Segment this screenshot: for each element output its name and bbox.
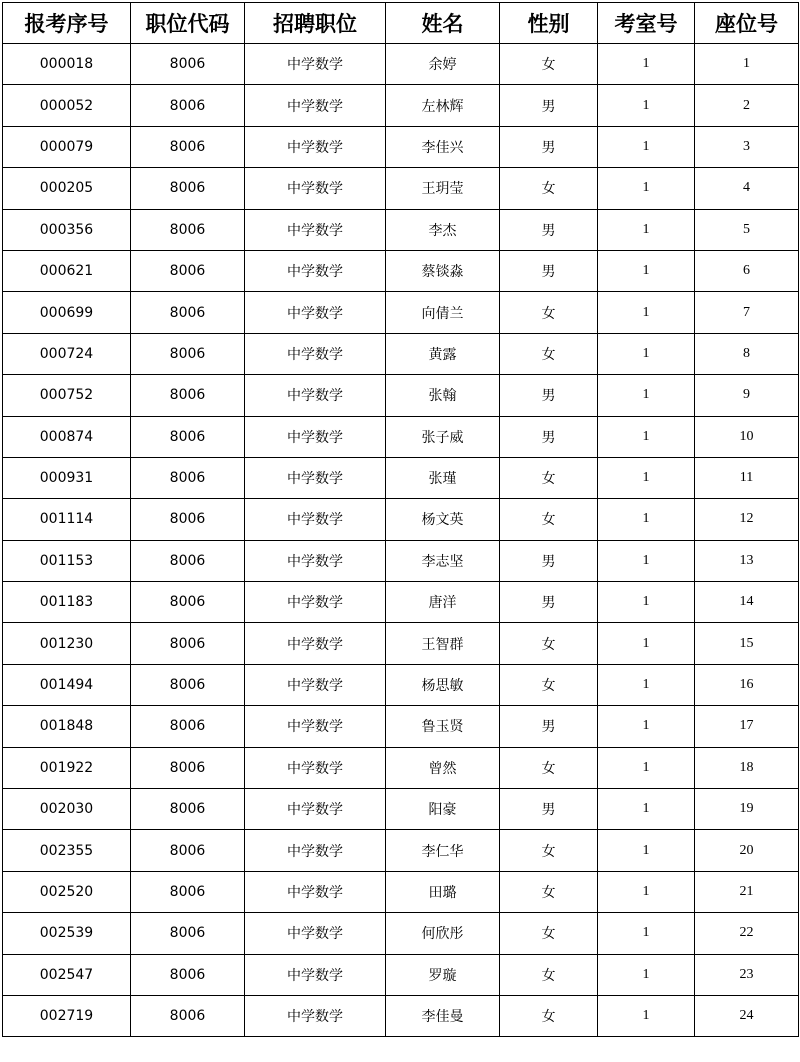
table-row — [3, 499, 799, 540]
room-no-cell: 1 — [598, 375, 695, 416]
position-code-cell: 8006 — [131, 333, 245, 374]
room-no-cell: 1 — [598, 913, 695, 954]
seat-no-cell: 3 — [695, 126, 799, 167]
name-cell: 李仁华 — [386, 830, 500, 871]
seat-no-cell: 10 — [695, 416, 799, 457]
position-title-cell: 中学数学 — [245, 375, 386, 416]
position-code-cell: 8006 — [131, 995, 245, 1036]
position-code-cell: 8006 — [131, 44, 245, 85]
seat-no-cell: 8 — [695, 333, 799, 374]
table-body — [3, 44, 799, 1037]
registration-no-cell: 002355 — [3, 830, 131, 871]
gender-cell: 女 — [500, 168, 598, 209]
position-title-cell: 中学数学 — [245, 416, 386, 457]
registration-no-cell: 000931 — [3, 457, 131, 498]
name-cell: 余婷 — [386, 44, 500, 85]
room-no-cell: 1 — [598, 292, 695, 333]
position-code-cell: 8006 — [131, 871, 245, 912]
gender-cell: 女 — [500, 457, 598, 498]
position-code-cell: 8006 — [131, 913, 245, 954]
name-cell: 蔡锬淼 — [386, 250, 500, 291]
position-title-cell: 中学数学 — [245, 540, 386, 581]
table-row — [3, 126, 799, 167]
name-cell: 杨思敏 — [386, 664, 500, 705]
name-cell: 曾然 — [386, 747, 500, 788]
table-row — [3, 375, 799, 416]
registration-no-cell: 001494 — [3, 664, 131, 705]
registration-no-cell: 002539 — [3, 913, 131, 954]
header-name: 姓名 — [386, 3, 500, 44]
position-title-cell: 中学数学 — [245, 333, 386, 374]
room-no-cell: 1 — [598, 250, 695, 291]
position-code-cell: 8006 — [131, 416, 245, 457]
name-cell: 张瑾 — [386, 457, 500, 498]
room-no-cell: 1 — [598, 954, 695, 995]
seat-no-cell: 2 — [695, 85, 799, 126]
gender-cell: 男 — [500, 209, 598, 250]
room-no-cell: 1 — [598, 747, 695, 788]
registration-no-cell: 000874 — [3, 416, 131, 457]
table-row — [3, 457, 799, 498]
room-no-cell: 1 — [598, 664, 695, 705]
position-code-cell: 8006 — [131, 209, 245, 250]
registration-no-cell: 001153 — [3, 540, 131, 581]
registration-no-cell: 000052 — [3, 85, 131, 126]
gender-cell: 男 — [500, 540, 598, 581]
table-row — [3, 706, 799, 747]
position-title-cell: 中学数学 — [245, 871, 386, 912]
gender-cell: 男 — [500, 85, 598, 126]
position-code-cell: 8006 — [131, 789, 245, 830]
position-code-cell: 8006 — [131, 292, 245, 333]
registration-no-cell: 002719 — [3, 995, 131, 1036]
table-row — [3, 913, 799, 954]
name-cell: 左林辉 — [386, 85, 500, 126]
gender-cell: 女 — [500, 499, 598, 540]
seat-no-cell: 14 — [695, 582, 799, 623]
name-cell: 黄露 — [386, 333, 500, 374]
name-cell: 李佳兴 — [386, 126, 500, 167]
table-row — [3, 830, 799, 871]
registration-no-cell: 000079 — [3, 126, 131, 167]
table-row — [3, 250, 799, 291]
gender-cell: 男 — [500, 375, 598, 416]
seat-no-cell: 9 — [695, 375, 799, 416]
registration-no-cell: 002547 — [3, 954, 131, 995]
table-row — [3, 995, 799, 1036]
seat-no-cell: 5 — [695, 209, 799, 250]
position-code-cell: 8006 — [131, 540, 245, 581]
gender-cell: 男 — [500, 789, 598, 830]
seat-no-cell: 24 — [695, 995, 799, 1036]
room-no-cell: 1 — [598, 706, 695, 747]
table-header — [3, 3, 799, 44]
name-cell: 张翰 — [386, 375, 500, 416]
header-seat-no: 座位号 — [695, 3, 799, 44]
seat-no-cell: 4 — [695, 168, 799, 209]
position-code-cell: 8006 — [131, 499, 245, 540]
name-cell: 王玥莹 — [386, 168, 500, 209]
gender-cell: 女 — [500, 292, 598, 333]
position-code-cell: 8006 — [131, 954, 245, 995]
gender-cell: 男 — [500, 126, 598, 167]
position-title-cell: 中学数学 — [245, 664, 386, 705]
gender-cell: 男 — [500, 250, 598, 291]
position-code-cell: 8006 — [131, 85, 245, 126]
header-position-title: 招聘职位 — [245, 3, 386, 44]
header-row — [3, 3, 799, 44]
seat-no-cell: 19 — [695, 789, 799, 830]
name-cell: 向倩兰 — [386, 292, 500, 333]
table-row — [3, 85, 799, 126]
registration-no-cell: 001230 — [3, 623, 131, 664]
position-code-cell: 8006 — [131, 830, 245, 871]
table-row — [3, 747, 799, 788]
position-code-cell: 8006 — [131, 375, 245, 416]
table-row — [3, 954, 799, 995]
seat-no-cell: 16 — [695, 664, 799, 705]
room-no-cell: 1 — [598, 126, 695, 167]
name-cell: 李杰 — [386, 209, 500, 250]
seat-no-cell: 11 — [695, 457, 799, 498]
gender-cell: 男 — [500, 582, 598, 623]
header-registration-no: 报考序号 — [3, 3, 131, 44]
position-title-cell: 中学数学 — [245, 706, 386, 747]
gender-cell: 女 — [500, 995, 598, 1036]
position-code-cell: 8006 — [131, 582, 245, 623]
table-row — [3, 623, 799, 664]
seat-no-cell: 22 — [695, 913, 799, 954]
header-room-no: 考室号 — [598, 3, 695, 44]
position-title-cell: 中学数学 — [245, 995, 386, 1036]
room-no-cell: 1 — [598, 623, 695, 664]
position-title-cell: 中学数学 — [245, 85, 386, 126]
registration-no-cell: 002030 — [3, 789, 131, 830]
name-cell: 王智群 — [386, 623, 500, 664]
registration-no-cell: 000205 — [3, 168, 131, 209]
room-no-cell: 1 — [598, 44, 695, 85]
position-title-cell: 中学数学 — [245, 789, 386, 830]
gender-cell: 女 — [500, 664, 598, 705]
room-no-cell: 1 — [598, 168, 695, 209]
position-title-cell: 中学数学 — [245, 747, 386, 788]
registration-no-cell: 000752 — [3, 375, 131, 416]
header-gender: 性别 — [500, 3, 598, 44]
gender-cell: 女 — [500, 44, 598, 85]
room-no-cell: 1 — [598, 499, 695, 540]
name-cell: 何欣彤 — [386, 913, 500, 954]
name-cell: 李佳曼 — [386, 995, 500, 1036]
room-no-cell: 1 — [598, 871, 695, 912]
position-title-cell: 中学数学 — [245, 126, 386, 167]
table-row — [3, 582, 799, 623]
seat-no-cell: 6 — [695, 250, 799, 291]
table-row — [3, 292, 799, 333]
seat-no-cell: 1 — [695, 44, 799, 85]
registration-no-cell: 001183 — [3, 582, 131, 623]
seat-no-cell: 18 — [695, 747, 799, 788]
room-no-cell: 1 — [598, 209, 695, 250]
name-cell: 杨文英 — [386, 499, 500, 540]
position-title-cell: 中学数学 — [245, 44, 386, 85]
name-cell: 罗璇 — [386, 954, 500, 995]
name-cell: 阳豪 — [386, 789, 500, 830]
gender-cell: 男 — [500, 416, 598, 457]
position-code-cell: 8006 — [131, 168, 245, 209]
position-title-cell: 中学数学 — [245, 830, 386, 871]
position-title-cell: 中学数学 — [245, 954, 386, 995]
position-code-cell: 8006 — [131, 623, 245, 664]
registration-no-cell: 001922 — [3, 747, 131, 788]
room-no-cell: 1 — [598, 830, 695, 871]
position-title-cell: 中学数学 — [245, 209, 386, 250]
position-title-cell: 中学数学 — [245, 457, 386, 498]
name-cell: 张子威 — [386, 416, 500, 457]
room-no-cell: 1 — [598, 85, 695, 126]
table-row — [3, 44, 799, 85]
name-cell: 唐洋 — [386, 582, 500, 623]
registration-no-cell: 001114 — [3, 499, 131, 540]
name-cell: 李志坚 — [386, 540, 500, 581]
position-code-cell: 8006 — [131, 250, 245, 291]
room-no-cell: 1 — [598, 582, 695, 623]
room-no-cell: 1 — [598, 789, 695, 830]
table-row — [3, 416, 799, 457]
seat-no-cell: 20 — [695, 830, 799, 871]
room-no-cell: 1 — [598, 457, 695, 498]
gender-cell: 女 — [500, 954, 598, 995]
position-title-cell: 中学数学 — [245, 292, 386, 333]
gender-cell: 女 — [500, 623, 598, 664]
registration-no-cell: 000699 — [3, 292, 131, 333]
gender-cell: 女 — [500, 747, 598, 788]
table-row — [3, 664, 799, 705]
seat-no-cell: 17 — [695, 706, 799, 747]
seat-no-cell: 13 — [695, 540, 799, 581]
table-row — [3, 540, 799, 581]
name-cell: 田璐 — [386, 871, 500, 912]
position-code-cell: 8006 — [131, 747, 245, 788]
position-title-cell: 中学数学 — [245, 913, 386, 954]
table-row — [3, 168, 799, 209]
registration-no-cell: 000724 — [3, 333, 131, 374]
seat-no-cell: 7 — [695, 292, 799, 333]
registration-no-cell: 000621 — [3, 250, 131, 291]
seat-no-cell: 12 — [695, 499, 799, 540]
seat-no-cell: 23 — [695, 954, 799, 995]
gender-cell: 女 — [500, 333, 598, 374]
gender-cell: 女 — [500, 871, 598, 912]
name-cell: 鲁玉贤 — [386, 706, 500, 747]
seat-no-cell: 21 — [695, 871, 799, 912]
gender-cell: 女 — [500, 830, 598, 871]
room-no-cell: 1 — [598, 540, 695, 581]
position-code-cell: 8006 — [131, 706, 245, 747]
room-no-cell: 1 — [598, 333, 695, 374]
position-title-cell: 中学数学 — [245, 582, 386, 623]
registration-no-cell: 000356 — [3, 209, 131, 250]
table-row — [3, 209, 799, 250]
position-title-cell: 中学数学 — [245, 250, 386, 291]
registration-no-cell: 001848 — [3, 706, 131, 747]
position-title-cell: 中学数学 — [245, 499, 386, 540]
room-no-cell: 1 — [598, 995, 695, 1036]
table-row — [3, 871, 799, 912]
header-position-code: 职位代码 — [131, 3, 245, 44]
room-no-cell: 1 — [598, 416, 695, 457]
position-code-cell: 8006 — [131, 664, 245, 705]
position-code-cell: 8006 — [131, 126, 245, 167]
table-row — [3, 333, 799, 374]
gender-cell: 女 — [500, 913, 598, 954]
registration-no-cell: 002520 — [3, 871, 131, 912]
position-title-cell: 中学数学 — [245, 168, 386, 209]
position-code-cell: 8006 — [131, 457, 245, 498]
seat-no-cell: 15 — [695, 623, 799, 664]
registration-no-cell: 000018 — [3, 44, 131, 85]
gender-cell: 男 — [500, 706, 598, 747]
position-title-cell: 中学数学 — [245, 623, 386, 664]
table-row — [3, 789, 799, 830]
exam-seating-table — [2, 2, 799, 1037]
